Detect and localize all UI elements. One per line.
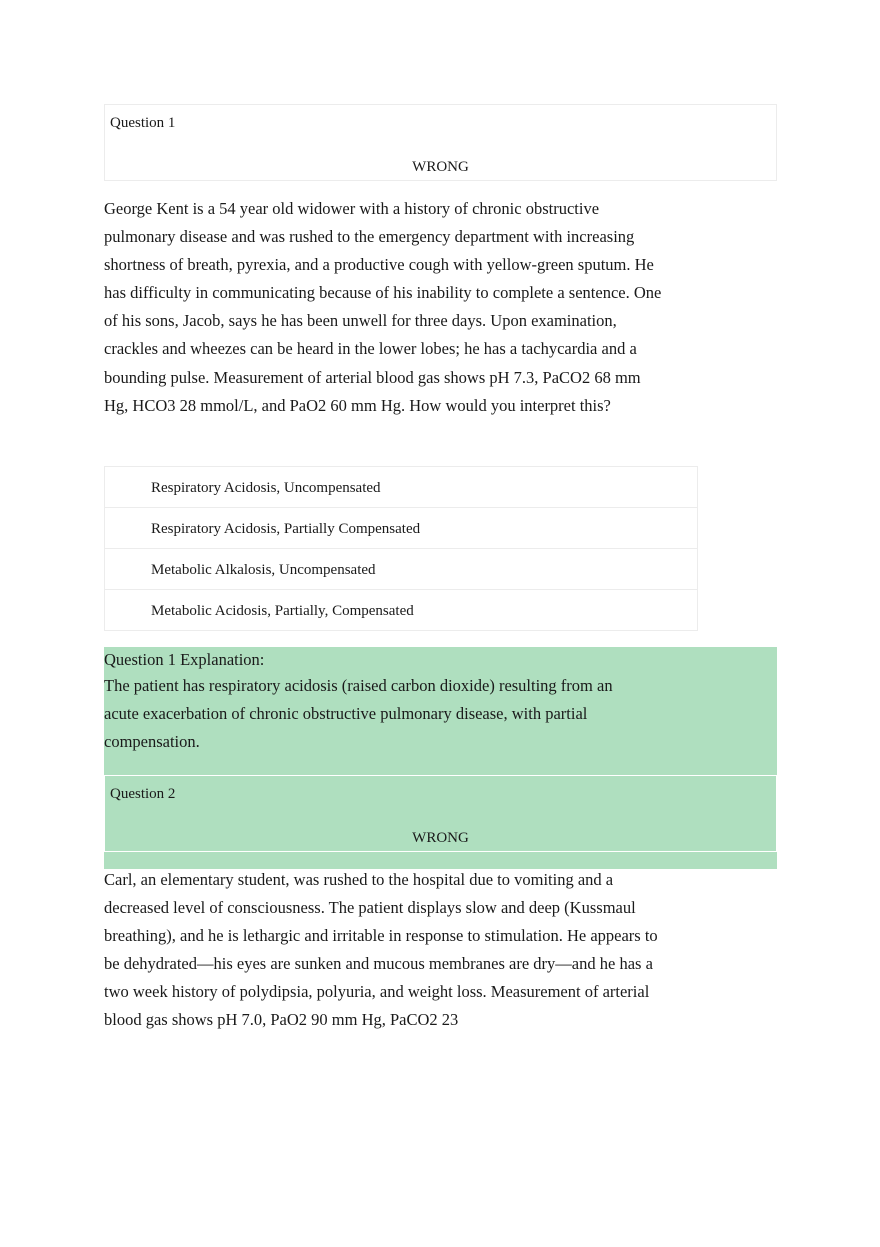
question-1-status: WRONG bbox=[412, 159, 469, 175]
option-metabolic-alkalosis-uncompensated[interactable]: Metabolic Alkalosis, Uncompensated bbox=[105, 549, 697, 590]
option-metabolic-acidosis-partially-compensated[interactable]: Metabolic Acidosis, Partially, Compensated bbox=[151, 603, 414, 619]
explanation-title: Question 1 Explanation: bbox=[104, 650, 265, 669]
question-1-options bbox=[104, 466, 698, 631]
explanation-body: The patient has respiratory acidosis (raised carbon dioxide) resulting from an acute exacerbation of chronic obstructive pulmonary disease, with partial compensation. bbox=[104, 676, 613, 751]
option-respiratory-acidosis-uncompensated[interactable]: Respiratory Acidosis, Uncompensated bbox=[105, 467, 697, 508]
question-1-text bbox=[104, 195, 664, 420]
question-2-label: Question 2 bbox=[110, 786, 176, 802]
question-2-status: WRONG bbox=[412, 830, 469, 846]
question-1-label: Question 1 bbox=[110, 115, 176, 131]
question-2-paragraph: Carl, an elementary student, was rushed to the hospital due to vomiting and a decreased level of consciousness. The patient displays slow and deep (Kussmaul breathing), and he is lethargic and irritable in response to stimulation. He appears to be dehydrated—his eyes are sunken and mucous membranes are dry—and he has a two week history of polydipsia, polyuria, and weight loss. Measurement of arterial blood gas shows pH 7.0, PaO2 90 mm Hg, PaCO2 23 bbox=[104, 870, 658, 1030]
question-2-text bbox=[104, 866, 664, 1035]
option-respiratory-acidosis-partially-compensated[interactable]: Respiratory Acidosis, Partially Compensated bbox=[105, 508, 697, 549]
question-1-paragraph: George Kent is a 54 year old widower with a history of chronic obstructive pulmonary disease and was rushed to the emergency department with increasing shortness of breath, pyrexia, and a productive cough with yellow-green sputum. He has difficulty in communicating because of his inability to complete a sentence. One of his sons, Jacob, says he has been unwell for three days. Upon examination, crackles and wheezes can be heard in the lower lobes; he has a tachycardia and a bounding pulse. Measurement of arterial blood gas shows pH 7.3, PaCO2 68 mm Hg, HCO3 28 mmol/L, and PaO2 60 mm Hg. How would you interpret this? bbox=[104, 199, 662, 415]
question-2-header bbox=[104, 775, 777, 852]
question-1-header bbox=[104, 104, 777, 181]
